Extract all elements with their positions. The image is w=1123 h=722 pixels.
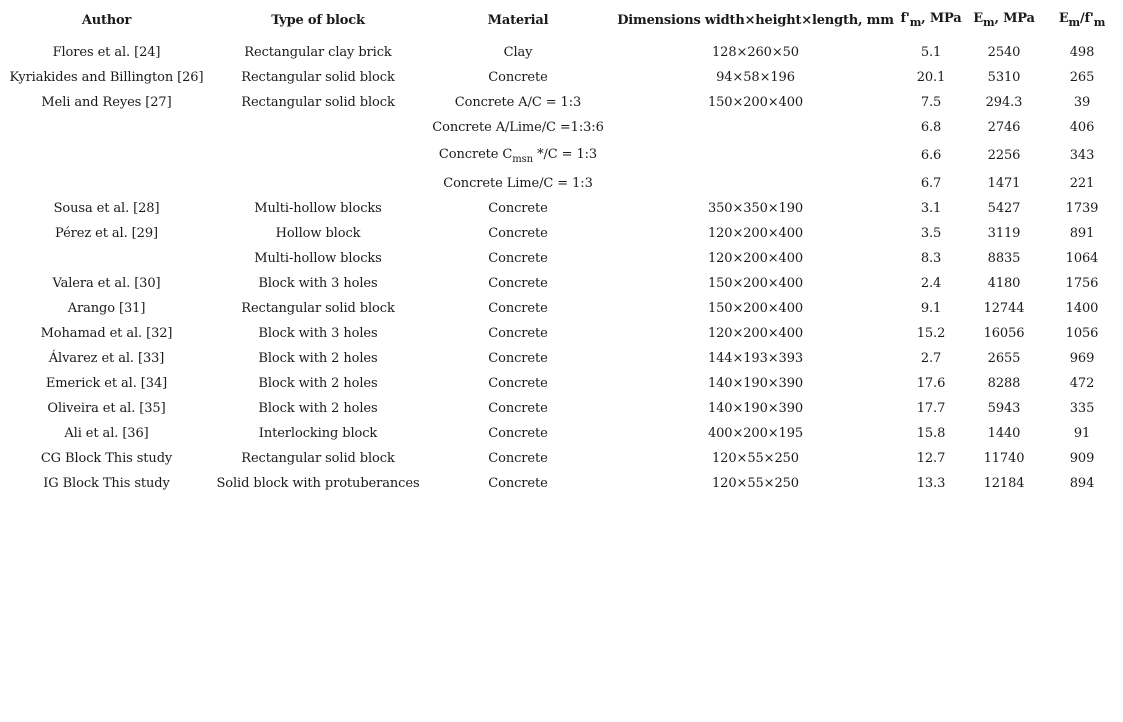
cell-ratio: 1739 <box>1065 201 1099 216</box>
cell-fm: 20.1 <box>916 70 946 85</box>
cell-author: CG Block This study <box>40 451 173 466</box>
cell-material: Concrete <box>488 276 548 291</box>
cell-author: Oliveira et al. [35] <box>47 401 166 416</box>
cell-ratio: 39 <box>1073 95 1091 110</box>
cell-fm: 17.7 <box>916 401 946 416</box>
cell-ratio: 406 <box>1069 120 1095 135</box>
cell-author: Kyriakides and Billington [26] <box>9 70 204 85</box>
cell-author: Mohamad et al. [32] <box>40 326 173 341</box>
table-row <box>0 371 1120 396</box>
cell-type: Multi-hollow blocks <box>254 201 382 216</box>
cell-fm: 2.4 <box>920 276 942 291</box>
cell-em: 294.3 <box>985 95 1023 110</box>
table-row <box>0 471 1120 496</box>
cell-dimensions: 120×55×250 <box>712 476 799 491</box>
cell-fm: 3.5 <box>920 226 942 241</box>
cell-material: Concrete Lime/C = 1:3 <box>443 176 593 191</box>
table-row <box>0 171 1120 196</box>
cell-author <box>0 115 213 140</box>
cell-dimensions: 140×190×390 <box>707 376 804 391</box>
cell-type <box>213 171 423 196</box>
header-compressive-strength <box>898 0 964 40</box>
cell-author: Álvarez et al. [33] <box>48 351 165 366</box>
cell-em: 2655 <box>987 351 1021 366</box>
cell-em: 4180 <box>987 276 1021 291</box>
cell-ratio: 221 <box>1069 176 1095 191</box>
cell-em: 1440 <box>987 426 1021 441</box>
cell-material: Concrete <box>488 326 548 341</box>
cell-ratio: 343 <box>1069 148 1095 163</box>
cell-type: Rectangular solid block <box>241 301 395 316</box>
cell-em: 8288 <box>987 376 1021 391</box>
cell-fm: 13.3 <box>916 476 946 491</box>
header-fm-symbol: f' <box>900 11 910 26</box>
table-row <box>0 196 1120 221</box>
cell-author <box>0 140 213 171</box>
cell-type <box>213 140 423 171</box>
cell-em: 5943 <box>987 401 1021 416</box>
table-row <box>0 115 1120 140</box>
cell-material: Concrete <box>488 351 548 366</box>
table-row <box>0 421 1120 446</box>
cell-dimensions <box>613 140 898 171</box>
header-em-unit: , MPa <box>994 11 1035 26</box>
cell-type: Block with 3 holes <box>258 326 378 341</box>
cell-type: Block with 2 holes <box>258 401 378 416</box>
table-row <box>0 90 1120 115</box>
cell-em: 11740 <box>983 451 1025 466</box>
cell-material: Concrete <box>488 201 548 216</box>
cell-material <box>423 140 613 171</box>
cell-author: Flores et al. [24] <box>52 45 161 60</box>
table-row <box>0 221 1120 246</box>
cell-ratio: 1400 <box>1065 301 1099 316</box>
table-row <box>0 321 1120 346</box>
table-row <box>0 246 1120 271</box>
cell-dimensions: 120×200×400 <box>707 326 804 341</box>
header-material: Material <box>487 12 549 28</box>
header-ratio-subscript: m <box>1068 16 1080 29</box>
cell-type: Block with 2 holes <box>258 376 378 391</box>
cell-ratio: 335 <box>1069 401 1095 416</box>
cell-em: 12744 <box>983 301 1025 316</box>
cell-fm: 12.7 <box>916 451 946 466</box>
material-prefix: Concrete C <box>438 146 513 162</box>
cell-author: Valera et al. [30] <box>52 276 161 291</box>
cell-fm: 3.1 <box>920 201 942 216</box>
cell-ratio: 91 <box>1073 426 1091 441</box>
cell-material: Concrete <box>488 426 548 441</box>
cell-fm: 15.2 <box>916 326 946 341</box>
cell-author <box>0 171 213 196</box>
header-dimensions: Dimensions width×height×length, mm <box>617 12 894 28</box>
cell-dimensions: 120×55×250 <box>712 451 799 466</box>
cell-em: 5427 <box>987 201 1021 216</box>
cell-author <box>0 246 213 271</box>
cell-ratio: 894 <box>1069 476 1095 491</box>
table-row <box>0 40 1120 65</box>
cell-author: Emerick et al. [34] <box>45 376 168 391</box>
cell-dimensions <box>613 171 898 196</box>
cell-em: 16056 <box>983 326 1025 341</box>
cell-type: Solid block with protuberances <box>216 476 420 491</box>
cell-fm: 2.7 <box>920 351 942 366</box>
cell-type: Rectangular clay brick <box>244 45 392 60</box>
material-suffix: */C = 1:3 <box>533 146 598 162</box>
cell-type: Rectangular solid block <box>241 451 395 466</box>
cell-material: Concrete A/Lime/C =1:3:6 <box>432 120 604 135</box>
header-ratio-symbol: E <box>1058 11 1069 26</box>
table-row <box>0 346 1120 371</box>
cell-dimensions: 128×260×50 <box>712 45 799 60</box>
cell-dimensions: 120×200×400 <box>707 251 804 266</box>
cell-material: Clay <box>503 45 533 60</box>
cell-author: Pérez et al. [29] <box>55 226 158 241</box>
cell-fm: 5.1 <box>920 45 942 60</box>
cell-fm: 6.8 <box>920 120 942 135</box>
cell-ratio: 969 <box>1069 351 1095 366</box>
table-header-row <box>0 0 1120 40</box>
header-author: Author <box>81 12 132 28</box>
cell-author: Meli and Reyes [27] <box>41 95 172 110</box>
cell-dimensions: 120×200×400 <box>707 226 804 241</box>
table-row <box>0 446 1120 471</box>
cell-em: 1471 <box>987 176 1021 191</box>
cell-type: Block with 3 holes <box>258 276 378 291</box>
cell-author: IG Block This study <box>43 476 170 491</box>
header-elastic-modulus <box>964 0 1044 40</box>
cell-type: Interlocking block <box>258 426 378 441</box>
cell-fm: 15.8 <box>916 426 946 441</box>
cell-dimensions: 350×350×190 <box>707 201 804 216</box>
cell-author: Arango [31] <box>67 301 146 316</box>
cell-ratio: 265 <box>1069 70 1095 85</box>
cell-ratio: 909 <box>1069 451 1095 466</box>
cell-dimensions: 150×200×400 <box>707 276 804 291</box>
cell-fm: 7.5 <box>920 95 942 110</box>
cell-em: 2746 <box>987 120 1021 135</box>
cell-em: 5310 <box>987 70 1021 85</box>
cell-material: Concrete <box>488 451 548 466</box>
cell-em: 12184 <box>983 476 1025 491</box>
table-row <box>0 271 1120 296</box>
cell-material: Concrete <box>488 226 548 241</box>
cell-ratio: 472 <box>1069 376 1095 391</box>
cell-ratio: 1756 <box>1065 276 1099 291</box>
cell-fm: 6.7 <box>920 176 942 191</box>
cell-fm: 8.3 <box>920 251 942 266</box>
cell-fm: 6.6 <box>920 148 942 163</box>
header-em-symbol: E <box>973 11 983 26</box>
cell-fm: 17.6 <box>916 376 946 391</box>
header-fm-unit: , MPa <box>921 11 962 26</box>
cell-dimensions: 400×200×195 <box>707 426 804 441</box>
cell-fm: 9.1 <box>920 301 942 316</box>
cell-author: Sousa et al. [28] <box>53 201 160 216</box>
cell-type: Block with 2 holes <box>258 351 378 366</box>
cell-material: Concrete <box>488 476 548 491</box>
table-row <box>0 65 1120 90</box>
cell-dimensions: 94×58×196 <box>716 70 795 85</box>
cell-type <box>213 115 423 140</box>
cell-dimensions <box>613 115 898 140</box>
header-ratio <box>1044 0 1120 40</box>
cell-material: Concrete <box>488 251 548 266</box>
cell-ratio: 1056 <box>1065 326 1099 341</box>
cell-material: Concrete <box>488 376 548 391</box>
cell-type: Rectangular solid block <box>241 95 395 110</box>
table-row <box>0 140 1120 171</box>
cell-dimensions: 144×193×393 <box>707 351 804 366</box>
cell-em: 3119 <box>987 226 1021 241</box>
header-type: Type of block <box>271 12 365 28</box>
header-ratio-mid: /f' <box>1079 11 1094 26</box>
cell-type: Multi-hollow blocks <box>254 251 382 266</box>
cell-type: Hollow block <box>275 226 361 241</box>
cell-material: Concrete <box>488 401 548 416</box>
cell-ratio: 1064 <box>1065 251 1099 266</box>
cell-em: 2256 <box>987 148 1021 163</box>
table-row <box>0 296 1120 321</box>
cell-em: 2540 <box>987 45 1021 60</box>
cell-ratio: 498 <box>1069 45 1095 60</box>
material-subscript: msn <box>512 153 534 165</box>
header-em-subscript: m <box>982 16 995 29</box>
cell-dimensions: 150×200×400 <box>707 301 804 316</box>
cell-dimensions: 150×200×400 <box>707 95 804 110</box>
header-fm-subscript: m <box>909 16 922 29</box>
table-row <box>0 396 1120 421</box>
cell-material: Concrete A/C = 1:3 <box>454 95 582 110</box>
cell-dimensions: 140×190×390 <box>707 401 804 416</box>
cell-em: 8835 <box>987 251 1021 266</box>
cell-material: Concrete <box>488 70 548 85</box>
cell-material: Concrete <box>488 301 548 316</box>
cell-type: Rectangular solid block <box>241 70 395 85</box>
cell-ratio: 891 <box>1069 226 1095 241</box>
header-ratio-subscript-2: m <box>1093 16 1106 29</box>
cell-author: Ali et al. [36] <box>64 426 149 441</box>
